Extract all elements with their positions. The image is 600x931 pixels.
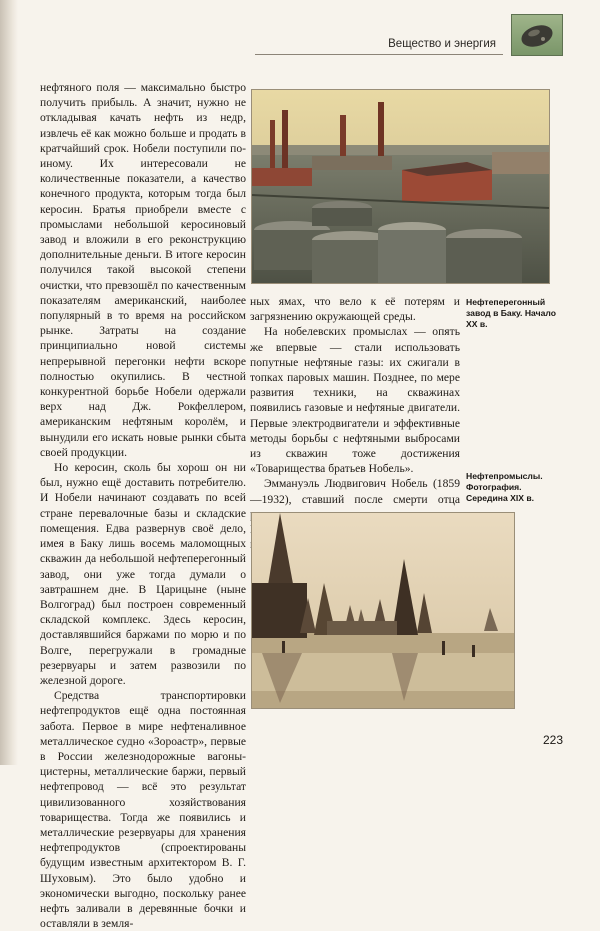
- photo-caption-refinery: Нефтеперегонный завод в Баку. Начало XX в.: [466, 297, 556, 329]
- book-spine-shadow: [0, 0, 18, 765]
- photo-caption-oilfields: Нефтепромыслы. Фотография. Середина XIX в.: [466, 471, 543, 503]
- photo-oil-fields: [251, 512, 515, 709]
- paragraph: Средства транспортировки нефтепродуктов ещё одна постоянная забота. Первое в мире нефтеналивное металлическое судно «Зороастр», первые в России железнодорожные вагоны-цистерны, металлические баржи, первый нефтепровод — всё это результат цивилизованного хозяйствования товарищества. Тогда же появились и металлические резервуары для хранения нефтепродуктов (спроектированы будущим известным архитектором В. Г. Шуховым). Это было удобно и экономически выгодно, поскольку ранее нефть заливали в деревянные бочки и оставляли в земля-: [40, 689, 246, 931]
- paragraph: На нобелевских промыслах — опять же впервые — стали использовать попутные нефтяные газы: их сжигали в топках паровых машин. Позднее, по мере развития техники, на скважинах появились газовые и нефтяные двигатели. Первые электродвигатели и эффективные методы борьбы с нефтяными выбросами из скважин тоже достижения «Товарищества братьев Нобель».: [250, 325, 460, 476]
- paragraph: ных ямах, что вело к её потерям и загрязнению окружающей среды.: [250, 295, 460, 324]
- paragraph: Эммануэль Людвигович Нобель (1859—1932), ставший после смерти отца: [250, 477, 460, 506]
- page-number: 223: [543, 733, 564, 747]
- header-rule: [255, 54, 503, 55]
- section-title: Вещество и энергия: [388, 38, 496, 50]
- paragraph: Но керосин, сколь бы хорош он ни был, нужно ещё доставить потребителю. И Нобели начинают создавать по всей стране перевалочные базы и складские помещения. Едва развернув своё дело, имея в Баку лишь восемь маломощных скважин да небольшой нефтеперегонный завод, они уже тогда думали о завтрашнем дне. В Царицыне (ныне Волгоград) был построен современный складской комплекс. Здесь керосин, доставлявшийся баржами по морю и по Волге, перегружали в громадные резервуары и затем развозили по железной дороге.: [40, 461, 246, 687]
- paragraph: нефтяного поля — максимально быстро получить прибыль. А значит, нужно не откладывая качать нефть из недр, извлечь её как можно больше и продать в кратчайший срок. Нобели поступили по-иному. Их интересовали не количественные показатели, а качество конечного продукта, которым тогда был керосин. Братья приобрели вместе с промыслами небольшой керосиновый завод и вложили в его реконструкцию дополнительные деньги. В итоге керосин получился такой высокой степени очистки, что превзошёл по качественным показателям американский, наиболее популярный в то время на российском рынке. Затраты на создание принципиально новой системы непрерывной перегонки нефти вскоре полностью окупились. В честной конкурентной борьбе Нобели одержали верх над Дж. Рокфеллером, американским нефтяным королём, и вынудили его искать новые рынки сбыта своей продукции.: [40, 81, 246, 459]
- photo-refinery-baku: [251, 89, 550, 284]
- oil-drop-stone-icon: [511, 14, 563, 56]
- text-column-left: [40, 80, 246, 931]
